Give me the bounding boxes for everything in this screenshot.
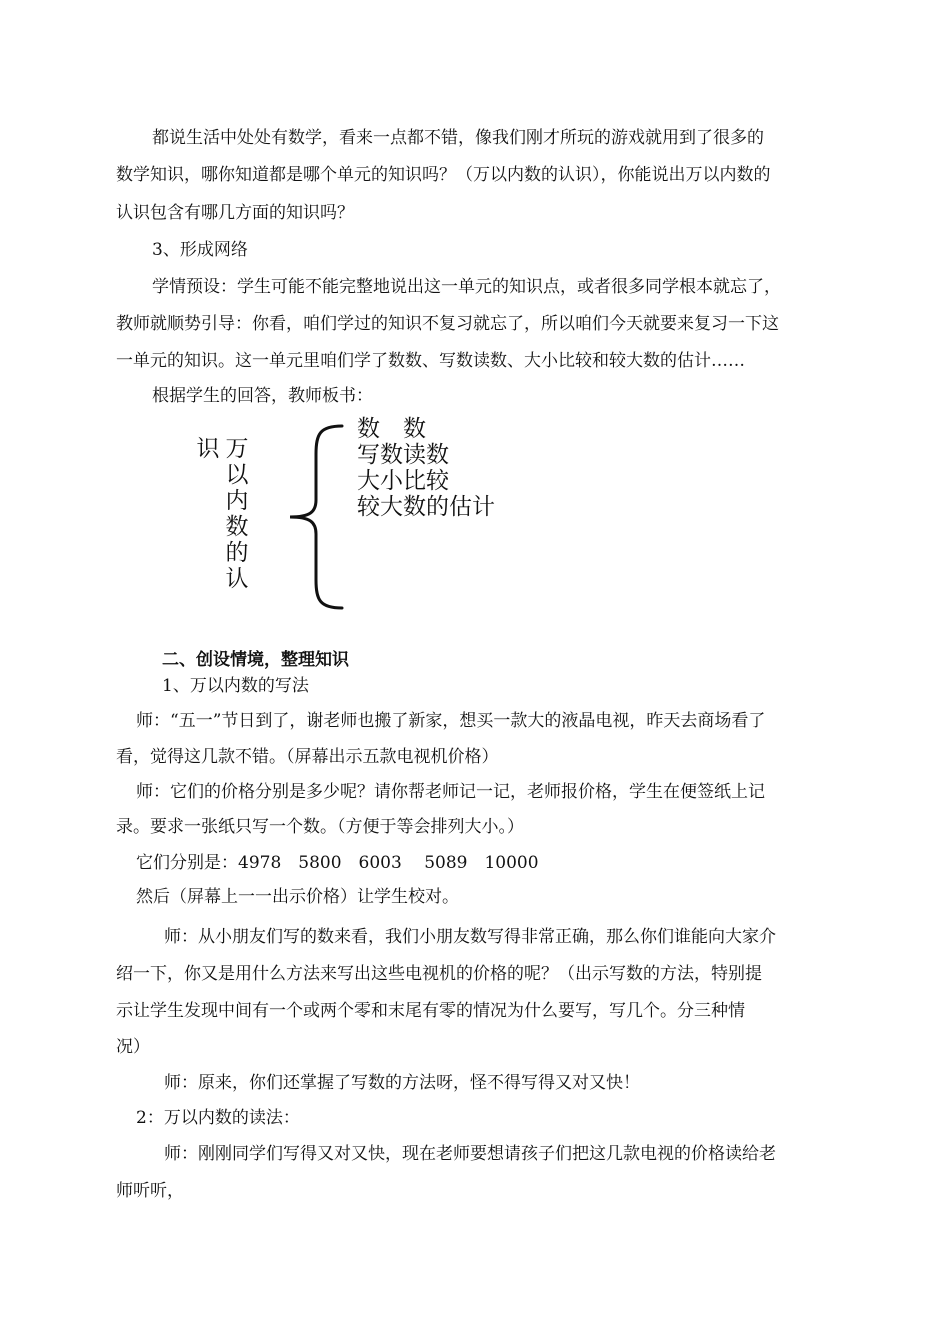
diagram-char: 的 <box>225 540 249 566</box>
diagram-char: 识 <box>196 436 220 462</box>
diagram-char: 内 <box>225 488 249 514</box>
paragraph-line: 绍一下，你又是用什么方法来写出这些电视机的价格的呢？（出示写数的方法，特别提 <box>116 964 762 984</box>
brace-item: 数 数 <box>357 416 426 442</box>
paragraph-line: 师听听， <box>116 1181 184 1201</box>
diagram-char: 以 <box>225 462 249 488</box>
paragraph-line: 师：它们的价格分别是多少呢？请你帮老师记一记，老师报价格，学生在便签纸上记 <box>136 782 765 802</box>
subheading: 2：万以内数的读法： <box>136 1108 300 1128</box>
paragraph-line: 师：“五一”节日到了，谢老师也搬了新家，想买一款大的液晶电视，昨天去商场看了 <box>136 711 766 731</box>
brace-item: 较大数的估计 <box>357 494 495 520</box>
paragraph-line: 示让学生发现中间有一个或两个零和末尾有零的情况为什么要写，写几个。分三种情 <box>116 1001 745 1021</box>
paragraph-line: 况） <box>116 1037 150 1057</box>
paragraph-line: 一单元的知识。这一单元里咱们学了数数、写数读数、大小比较和较大数的估计…… <box>116 351 745 371</box>
paragraph-line: 看，觉得这几款不错。（屏幕出示五款电视机价格） <box>116 747 499 767</box>
brace-item: 大小比较 <box>357 468 449 494</box>
paragraph-line: 学情预设：学生可能不能完整地说出这一单元的知识点，或者很多同学根本就忘了， <box>152 277 781 297</box>
paragraph-line: 教师就顺势引导：你看，咱们学过的知识不复习就忘了，所以咱们今天就要来复习一下这 <box>116 314 779 334</box>
price-list: 它们分别是：4978 5800 6003 5089 10000 <box>136 853 539 873</box>
paragraph-line: 录。要求一张纸只写一个数。（方便于等会排列大小。） <box>116 817 524 837</box>
vertical-text-right <box>224 436 250 592</box>
diagram-char: 认 <box>225 566 249 592</box>
diagram-char: 数 <box>225 514 249 540</box>
curly-brace-icon <box>286 420 346 614</box>
brace-item: 写数读数 <box>357 442 449 468</box>
paragraph-line: 根据学生的回答，教师板书： <box>152 386 373 406</box>
paragraph-line: 师：刚刚同学们写得又对又快，现在老师要想请孩子们把这几款电视的价格读给老 <box>164 1144 776 1164</box>
paragraph-line: 师：原来，你们还掌握了写数的方法呀，怪不得写得又对又快！ <box>164 1073 640 1093</box>
paragraph-line: 数学知识，哪你知道都是哪个单元的知识吗？（万以内数的认识），你能说出万以内数的 <box>116 165 771 185</box>
section-heading: 二、创设情境，整理知识 <box>162 650 349 670</box>
subheading: 3、形成网络 <box>152 240 248 260</box>
paragraph-line: 认识包含有哪几方面的知识吗？ <box>116 203 354 223</box>
paragraph-line: 然后（屏幕上一一出示价格）让学生校对。 <box>136 887 459 907</box>
vertical-text-left <box>195 436 221 462</box>
paragraph-line: 师：从小朋友们写的数来看，我们小朋友数写得非常正确，那么你们谁能向大家介 <box>164 927 776 947</box>
diagram-char: 万 <box>225 436 249 462</box>
subheading: 1、万以内数的写法 <box>162 676 309 696</box>
paragraph-line: 都说生活中处处有数学，看来一点都不错，像我们刚才所玩的游戏就用到了很多的 <box>152 128 764 148</box>
